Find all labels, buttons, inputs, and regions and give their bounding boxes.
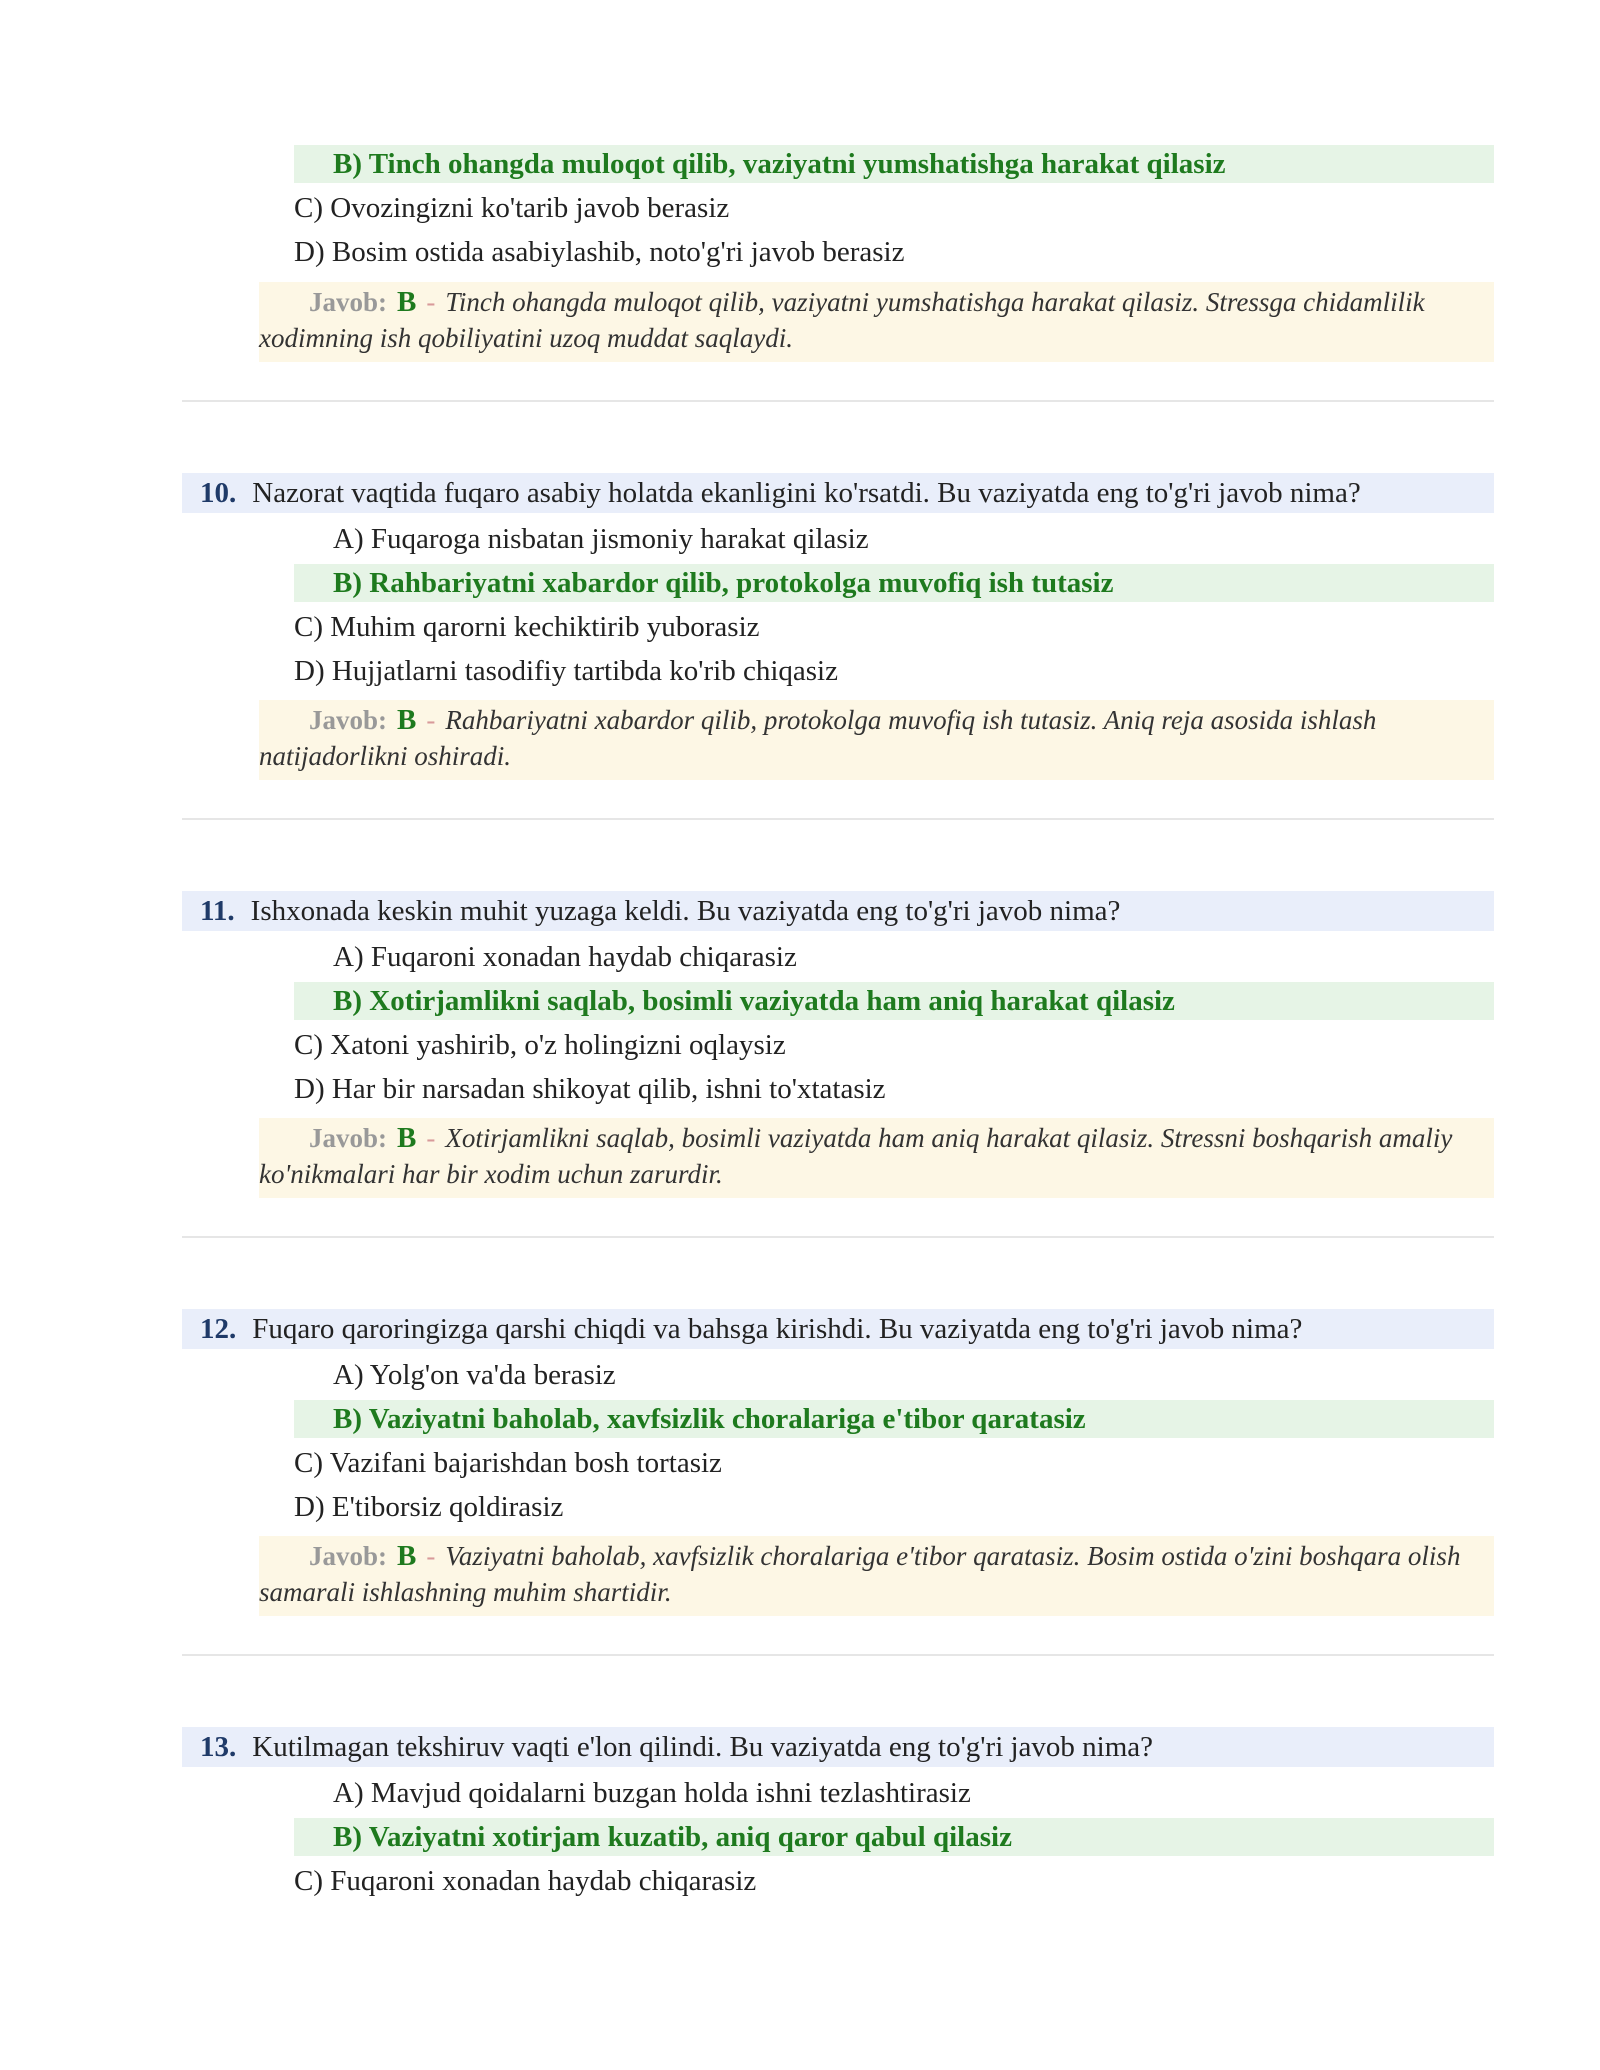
question-text: Nazorat vaqtida fuqaro asabiy holatda ekanligini ko'rsatdi. Bu vaziyatda eng to'g'ri javob nima? bbox=[252, 477, 1361, 509]
answer-label: Javob: bbox=[309, 287, 388, 317]
q10-option-b-correct: B) Rahbariyatni xabardor qilib, protokolga muvofiq ish tutasiz bbox=[294, 564, 1494, 602]
answer-label: Javob: bbox=[309, 1123, 388, 1153]
answer-label: Javob: bbox=[309, 1541, 388, 1571]
answer-letter: B bbox=[397, 704, 417, 736]
q11-option-c: C) Xatoni yashirib, o'z holingizni oqlaysiz bbox=[294, 1029, 786, 1061]
q13-option-c: C) Fuqaroni xonadan haydab chiqarasiz bbox=[294, 1865, 757, 1897]
q11-option-b-correct: B) Xotirjamlikni saqlab, bosimli vaziyatda ham aniq harakat qilasiz bbox=[294, 982, 1494, 1020]
answer-label: Javob: bbox=[309, 705, 388, 735]
q9-option-b-correct: B) Tinch ohangda muloqot qilib, vaziyatni yumshatishga harakat qilasiz bbox=[294, 145, 1494, 183]
q11-option-d: D) Har bir narsadan shikoyat qilib, ishni to'xtatasiz bbox=[294, 1073, 886, 1105]
divider bbox=[182, 1654, 1494, 1656]
question-text: Kutilmagan tekshiruv vaqti e'lon qilindi. Bu vaziyatda eng to'g'ri javob nima? bbox=[252, 1731, 1154, 1763]
q12-option-b-correct: B) Vaziyatni baholab, xavfsizlik choralariga e'tibor qaratasiz bbox=[294, 1400, 1494, 1438]
question-10 bbox=[182, 473, 1494, 513]
q11-option-a: A) Fuqaroni xonadan haydab chiqarasiz bbox=[333, 941, 797, 973]
question-number: 11. bbox=[200, 895, 235, 927]
q12-option-c: C) Vazifani bajarishdan bosh tortasiz bbox=[294, 1447, 722, 1479]
question-13 bbox=[182, 1727, 1494, 1767]
question-text: Ishxonada keskin muhit yuzaga keldi. Bu vaziyatda eng to'g'ri javob nima? bbox=[250, 895, 1121, 927]
question-number: 10. bbox=[200, 477, 237, 509]
answer-dash: - bbox=[426, 705, 436, 735]
question-number: 12. bbox=[200, 1313, 237, 1345]
question-12 bbox=[182, 1309, 1494, 1349]
answer-explanation: Xotirjamlikni saqlab, bosimli vaziyatda ham aniq harakat qilasiz. Stressni boshqarish amaliy ko'nikmalari har bir xodim uchun zarurdir. bbox=[259, 1123, 1453, 1189]
q10-option-d: D) Hujjatlarni tasodifiy tartibda ko'rib chiqasiz bbox=[294, 655, 838, 687]
q12-option-d: D) E'tiborsiz qoldirasiz bbox=[294, 1491, 564, 1523]
q9-answer-box bbox=[259, 282, 1494, 362]
question-text: Fuqaro qaroringizga qarshi chiqdi va bahsga kirishdi. Bu vaziyatda eng to'g'ri javob nima? bbox=[252, 1313, 1303, 1345]
q12-answer-box bbox=[259, 1536, 1494, 1616]
q10-option-a: A) Fuqaroga nisbatan jismoniy harakat qilasiz bbox=[333, 523, 869, 555]
answer-explanation: Rahbariyatni xabardor qilib, protokolga muvofiq ish tutasiz. Aniq reja asosida ishlash natijadorlikni oshiradi. bbox=[259, 705, 1377, 771]
answer-letter: B bbox=[397, 286, 417, 318]
question-number: 13. bbox=[200, 1731, 237, 1763]
q10-option-c: C) Muhim qarorni kechiktirib yuborasiz bbox=[294, 611, 760, 643]
answer-dash: - bbox=[426, 287, 436, 317]
answer-letter: B bbox=[397, 1122, 417, 1154]
q9-option-c: C) Ovozingizni ko'tarib javob berasiz bbox=[294, 192, 730, 224]
q11-answer-box bbox=[259, 1118, 1494, 1198]
divider bbox=[182, 818, 1494, 820]
q12-option-a: A) Yolg'on va'da berasiz bbox=[333, 1359, 616, 1391]
divider bbox=[182, 400, 1494, 402]
q10-answer-box bbox=[259, 700, 1494, 780]
divider bbox=[182, 1236, 1494, 1238]
answer-letter: B bbox=[397, 1540, 417, 1572]
answer-dash: - bbox=[426, 1123, 436, 1153]
q13-option-b-correct: B) Vaziyatni xotirjam kuzatib, aniq qaror qabul qilasiz bbox=[294, 1818, 1494, 1856]
answer-explanation: Tinch ohangda muloqot qilib, vaziyatni yumshatishga harakat qilasiz. Stressga chidamlilik xodimning ish qobiliyatini uzoq muddat saqlaydi. bbox=[259, 287, 1425, 353]
q13-option-a: A) Mavjud qoidalarni buzgan holda ishni tezlashtirasiz bbox=[333, 1777, 971, 1809]
question-11 bbox=[182, 891, 1494, 931]
q9-option-d: D) Bosim ostida asabiylashib, noto'g'ri javob berasiz bbox=[294, 236, 905, 268]
answer-dash: - bbox=[426, 1541, 436, 1571]
answer-explanation: Vaziyatni baholab, xavfsizlik choralariga e'tibor qaratasiz. Bosim ostida o'zini boshqara olish samarali ishlashning muhim shartidir. bbox=[259, 1541, 1461, 1607]
